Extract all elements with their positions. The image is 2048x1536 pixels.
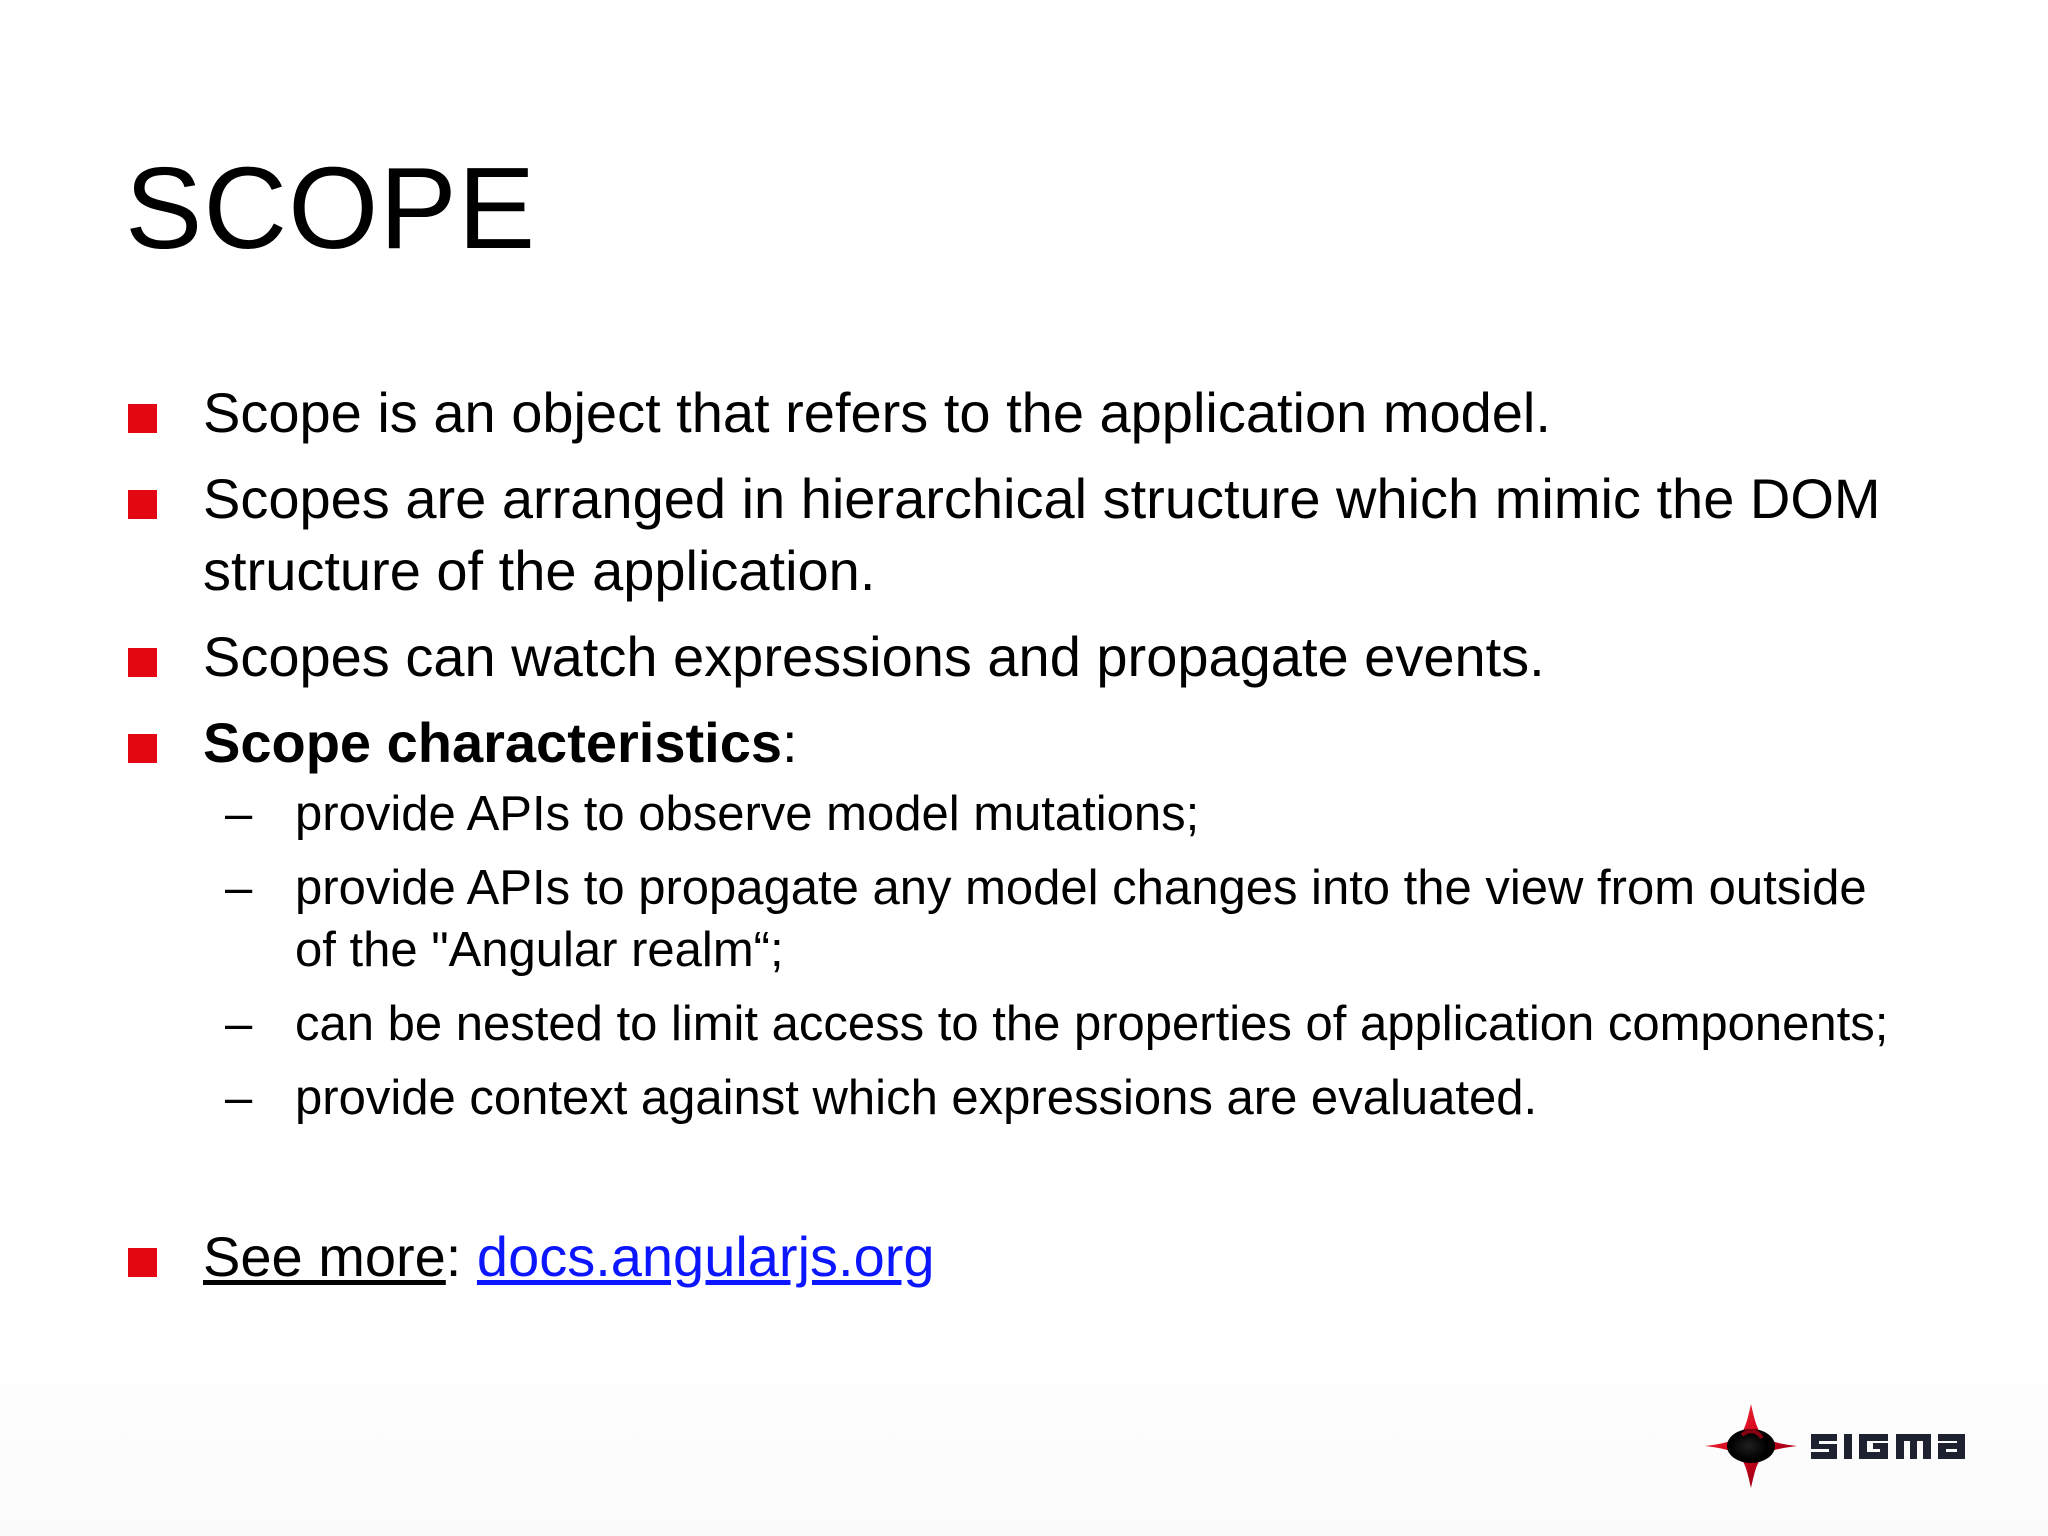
bullet-text: Scope is an object that refers to the application model. (203, 381, 1551, 444)
bullet-item (125, 463, 1905, 607)
sub-bullet-item (203, 783, 1905, 845)
sigma-logo (1705, 1404, 1997, 1488)
dash-icon: – (225, 1071, 253, 1125)
bullet-square-icon (128, 1248, 157, 1277)
docs-link[interactable]: docs.angularjs.org (476, 1225, 935, 1288)
slide-title: SCOPE (125, 143, 537, 273)
dash-icon: – (225, 787, 253, 841)
see-more-label: See more (203, 1225, 446, 1288)
sub-bullet-item (203, 1067, 1905, 1129)
bullet-text: Scopes can watch expressions and propagate events. (203, 625, 1545, 688)
bullet-square-icon (128, 404, 157, 433)
bullet-square-icon (128, 648, 157, 677)
bullet-list (125, 377, 1905, 1293)
bullet-square-icon (128, 734, 157, 763)
sub-bullet-text: provide context against which expressions are evaluated. (295, 1071, 1538, 1125)
sub-bullet-text: provide APIs to observe model mutations; (295, 787, 1200, 841)
see-more-item (125, 1221, 1905, 1293)
sub-bullet-item (203, 993, 1905, 1055)
bullet-square-icon (128, 490, 157, 519)
characteristics-item (125, 707, 1905, 1129)
sub-bullet-text: provide APIs to propagate any model changes into the view from outside of the "Angular realm“; (295, 861, 1867, 977)
bullet-item (125, 621, 1905, 693)
characteristics-colon: : (781, 711, 798, 774)
dash-icon: – (225, 997, 253, 1051)
characteristics-heading: Scope characteristics (203, 711, 782, 774)
sub-bullet-text: can be nested to limit access to the properties of application components; (295, 997, 1889, 1051)
sub-bullet-item (203, 857, 1905, 981)
bullet-text: Scopes are arranged in hierarchical structure which mimic the DOM structure of the application. (203, 467, 1881, 602)
characteristics-sublist (203, 783, 1905, 1129)
sigma-logo-icon (1705, 1404, 1997, 1488)
bullet-item (125, 377, 1905, 449)
dash-icon: – (225, 861, 253, 915)
see-more-separator: : (445, 1225, 477, 1288)
